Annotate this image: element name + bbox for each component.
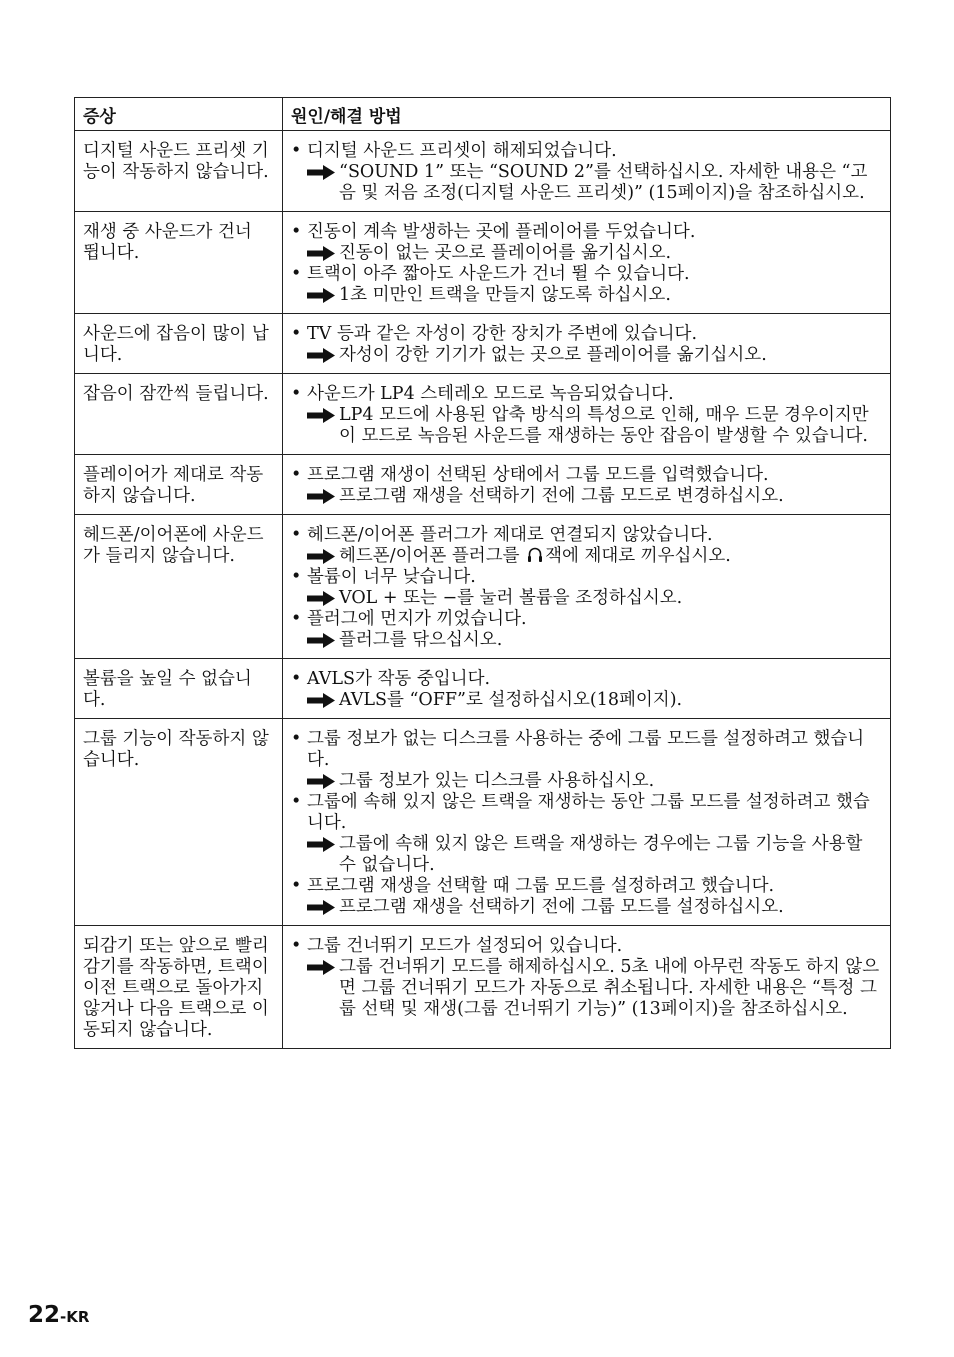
- fix-text: 그룹에 속해 있지 않은 트랙을 재생하는 경우에는 그룹 기능을 사용할 수 없습니다.: [339, 834, 863, 875]
- fix-text: 자성이 강한 기기가 없는 곳으로 플레이어를 옮기십시오.: [339, 345, 767, 365]
- cause-item: [291, 567, 882, 588]
- solution-cell: [283, 314, 891, 374]
- arrow: [307, 243, 339, 264]
- fix-item: [291, 345, 882, 366]
- cause-text: 프로그램 재생이 선택된 상태에서 그룹 모드를 입력했습니다.: [307, 465, 769, 485]
- fix-item: [291, 243, 882, 264]
- table-row: [75, 926, 891, 1049]
- cause-item: [291, 609, 882, 630]
- table-row: [75, 374, 891, 455]
- cause-text: TV 등과 같은 자성이 강한 장치가 주변에 있습니다.: [307, 324, 698, 344]
- solution-cell: [283, 131, 891, 212]
- arrow: [307, 630, 339, 651]
- bullet: •: [291, 384, 302, 404]
- arrow: [307, 285, 339, 306]
- fix-text: 그룹 정보가 있는 디스크를 사용하십시오.: [339, 771, 655, 791]
- bullet: •: [291, 324, 302, 344]
- cause-item: [291, 384, 882, 405]
- arrow-right-icon: [307, 960, 335, 975]
- solution-cell: [283, 659, 891, 719]
- cause-text: 사운드가 LP4 스테레오 모드로 녹음되었습니다.: [307, 384, 674, 404]
- header-symptom: 증상: [75, 98, 283, 131]
- page-number-value: 22: [28, 1302, 61, 1328]
- symptom-cell: 디지털 사운드 프리셋 기능이 작동하지 않습니다.: [75, 131, 283, 212]
- cause-item: [291, 465, 882, 486]
- arrow-right-icon: [307, 348, 335, 363]
- bullet: •: [291, 669, 302, 689]
- cause-item: [291, 525, 882, 546]
- table-row: [75, 659, 891, 719]
- cause-item: [291, 222, 882, 243]
- fix-text: “SOUND 1” 또는 “SOUND 2”를 선택하십시오. 자세한 내용은 “고음 및 저음 조정(디지털 사운드 프리셋)” (15페이지)을 참조하십시오.: [339, 162, 868, 203]
- table-row: [75, 455, 891, 515]
- arrow: [307, 486, 339, 507]
- bullet: •: [291, 141, 302, 161]
- cause-item: [291, 936, 882, 957]
- arrow-right-icon: [307, 549, 335, 564]
- arrow: [307, 897, 339, 918]
- table-row: [75, 314, 891, 374]
- arrow-right-icon: [307, 900, 335, 915]
- fix-item: [291, 957, 882, 1020]
- arrow: [307, 162, 339, 204]
- cause-text: 진동이 계속 발생하는 곳에 플레이어를 두었습니다.: [307, 222, 696, 242]
- cause-text: 프로그램 재생을 선택할 때 그룹 모드를 설정하려고 했습니다.: [307, 876, 775, 896]
- page-number-suffix: -KR: [60, 1308, 90, 1326]
- fix-text: 1초 미만인 트랙을 만들지 않도록 하십시오.: [339, 285, 671, 305]
- fix-item: [291, 486, 882, 507]
- bullet: •: [291, 222, 302, 242]
- symptom-cell: 그룹 기능이 작동하지 않습니다.: [75, 719, 283, 926]
- bullet: •: [291, 876, 302, 896]
- symptom-cell: 플레이어가 제대로 작동하지 않습니다.: [75, 455, 283, 515]
- cause-text: 그룹 건너뛰기 모드가 설정되어 있습니다.: [307, 936, 623, 956]
- cause-item: [291, 264, 882, 285]
- arrow: [307, 771, 339, 792]
- fix-text: [339, 546, 882, 567]
- arrow-right-icon: [307, 246, 335, 261]
- bullet: •: [291, 729, 302, 749]
- arrow-right-icon: [307, 288, 335, 303]
- arrow-right-icon: [307, 165, 335, 180]
- cause-text: 플러그에 먼지가 끼었습니다.: [307, 609, 527, 629]
- symptom-cell: 사운드에 잡음이 많이 납니다.: [75, 314, 283, 374]
- bullet: •: [291, 264, 302, 284]
- solution-cell: [283, 515, 891, 659]
- arrow-right-icon: [307, 408, 335, 423]
- page-number: [28, 1302, 89, 1328]
- bullet: •: [291, 525, 302, 545]
- table-row: [75, 719, 891, 926]
- arrow-right-icon: [307, 591, 335, 606]
- cause-text: 헤드폰/이어폰 플러그가 제대로 연결되지 않았습니다.: [307, 525, 713, 545]
- arrow-right-icon: [307, 837, 335, 852]
- troubleshooting-table: [74, 97, 891, 1049]
- symptom-cell: 재생 중 사운드가 건너 뜁니다.: [75, 212, 283, 314]
- solution-cell: [283, 719, 891, 926]
- fix-text: 프로그램 재생을 선택하기 전에 그룹 모드를 설정하십시오.: [339, 897, 784, 917]
- fix-text-after: 잭에 제대로 끼우십시오.: [545, 546, 731, 566]
- arrow-right-icon: [307, 489, 335, 504]
- fix-text: 진동이 없는 곳으로 플레이어를 옮기십시오.: [339, 243, 672, 263]
- solution-cell: [283, 926, 891, 1049]
- arrow: [307, 690, 339, 711]
- arrow: [307, 588, 339, 609]
- arrow: [307, 546, 339, 567]
- bullet: •: [291, 936, 302, 956]
- table-row: [75, 212, 891, 314]
- table-row: [75, 131, 891, 212]
- cause-text: AVLS가 작동 중입니다.: [307, 669, 491, 689]
- header-solution: 원인/해결 방법: [283, 98, 891, 131]
- arrow-right-icon: [307, 774, 335, 789]
- symptom-cell: 잡음이 잠깐씩 들립니다.: [75, 374, 283, 455]
- cause-text: 볼륨이 너무 낮습니다.: [307, 567, 476, 587]
- cause-text: 그룹에 속해 있지 않은 트랙을 재생하는 동안 그룹 모드를 설정하려고 했습니다.: [307, 792, 870, 833]
- bullet: •: [291, 609, 302, 629]
- cause-item: [291, 324, 882, 345]
- bullet: •: [291, 567, 302, 587]
- fix-text-before: 헤드폰/이어폰 플러그를: [339, 546, 520, 566]
- arrow: [307, 345, 339, 366]
- fix-text: AVLS를 “OFF”로 설정하십시오(18페이지).: [339, 690, 683, 710]
- arrow: [307, 834, 339, 876]
- symptom-cell: 헤드폰/이어폰에 사운드가 들리지 않습니다.: [75, 515, 283, 659]
- solution-cell: [283, 212, 891, 314]
- cause-item: [291, 876, 882, 897]
- cause-text: 그룹 정보가 없는 디스크를 사용하는 중에 그룹 모드를 설정하려고 했습니다.: [307, 729, 865, 770]
- arrow-right-icon: [307, 693, 335, 708]
- fix-text: LP4 모드에 사용된 압축 방식의 특성으로 인해, 매우 드문 경우이지만 이 모드로 녹음된 사운드를 재생하는 동안 잡음이 발생할 수 있습니다.: [339, 405, 869, 446]
- arrow: [307, 957, 339, 1020]
- cause-item: [291, 729, 882, 771]
- cause-text: 트랙이 아주 짧아도 사운드가 건너 뛸 수 있습니다.: [307, 264, 690, 284]
- fix-text: 플러그를 닦으십시오.: [339, 630, 503, 650]
- cause-item: [291, 669, 882, 690]
- symptom-cell: 볼륨을 높일 수 없습니다.: [75, 659, 283, 719]
- cause-item: [291, 141, 882, 162]
- symptom-cell: 되감기 또는 앞으로 빨리감기를 작동하면, 트랙이 이전 트랙으로 돌아가지 않거나 다음 트랙으로 이동되지 않습니다.: [75, 926, 283, 1049]
- table-row: [75, 515, 891, 659]
- fix-item: [291, 630, 882, 651]
- fix-item: [291, 834, 882, 876]
- fix-item: [291, 771, 882, 792]
- arrow: [307, 405, 339, 447]
- fix-item: [291, 285, 882, 306]
- cause-text: 디지털 사운드 프리셋이 해제되었습니다.: [307, 141, 617, 161]
- fix-item: [291, 897, 882, 918]
- cause-item: [291, 792, 882, 834]
- arrow-right-icon: [307, 633, 335, 648]
- fix-text: 그룹 건너뛰기 모드를 해제하십시오. 5초 내에 아무런 작동도 하지 않으면 그룹 건너뛰기 모드가 자동으로 취소됩니다. 자세한 내용은 “특정 그룹 선택 및 재생(그룹 건너뛰기 기능)” (13페이지)을 참조하십시오.: [339, 957, 880, 1019]
- fix-text: VOL + 또는 −를 눌러 볼륨을 조정하십시오.: [339, 588, 683, 608]
- solution-cell: [283, 455, 891, 515]
- fix-item: [291, 588, 882, 609]
- fix-item: [291, 162, 882, 204]
- fix-text: 프로그램 재생을 선택하기 전에 그룹 모드로 변경하십시오.: [339, 486, 784, 506]
- fix-item: [291, 546, 882, 567]
- headphone-icon: [527, 546, 543, 563]
- solution-cell: [283, 374, 891, 455]
- bullet: •: [291, 465, 302, 485]
- table-header-row: [75, 98, 891, 131]
- fix-item: [291, 690, 882, 711]
- bullet: •: [291, 792, 302, 812]
- fix-item: [291, 405, 882, 447]
